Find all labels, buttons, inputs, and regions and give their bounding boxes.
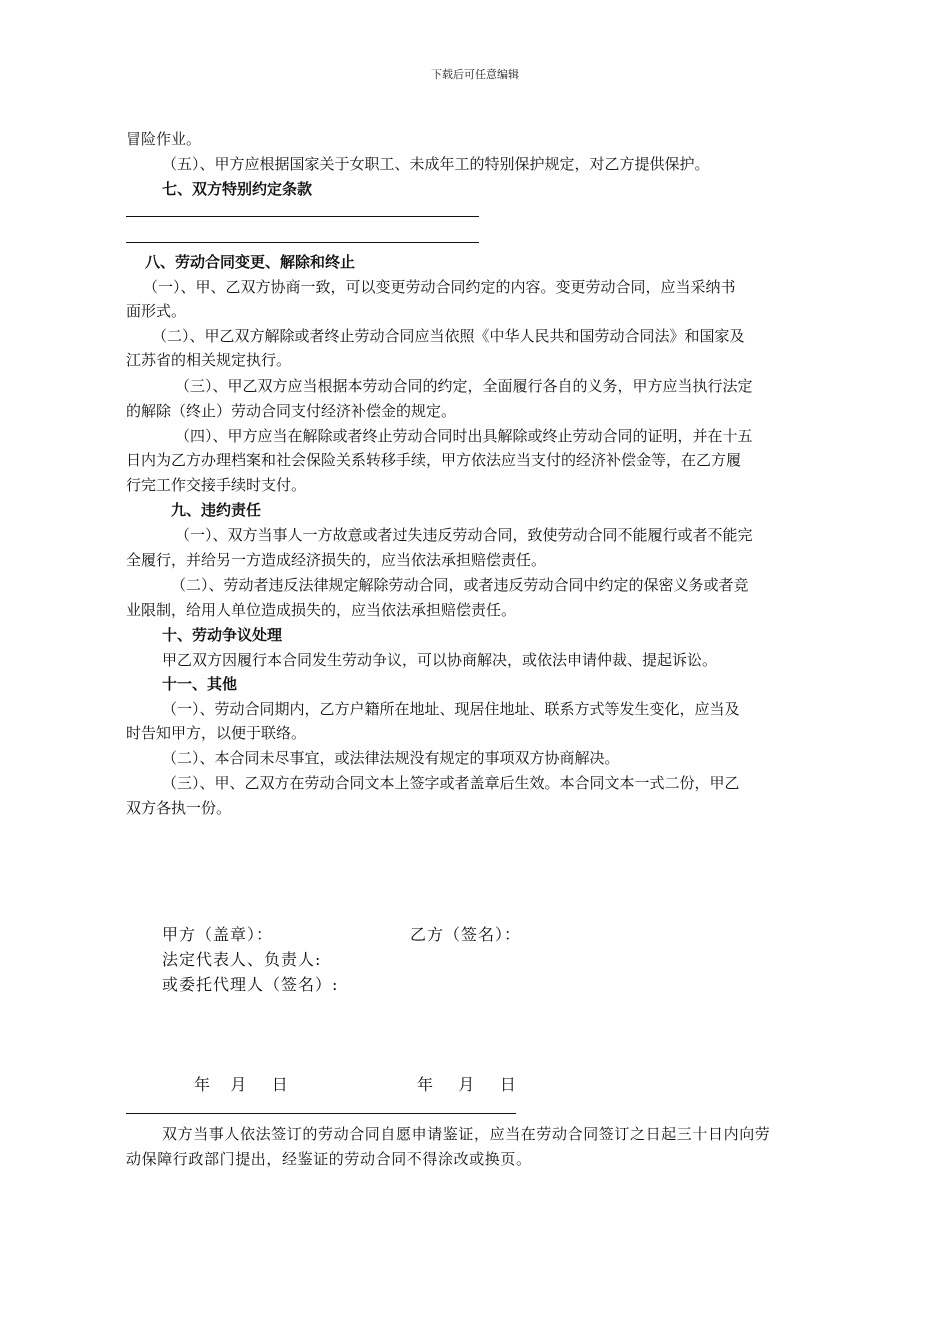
paragraph-line: 面形式。 [126,302,187,320]
blank-line [126,242,479,243]
section-heading-9: 九、违约责任 [171,501,262,519]
blank-line [126,216,479,217]
agent-label: 或委托代理人（签名）: [162,975,339,994]
section-heading-10: 十、劳动争议处理 [162,626,283,644]
paragraph-line: （二）、甲乙双方解除或者终止劳动合同应当依照《中华人民共和国劳动合同法》和国家及 [152,327,745,345]
paragraph-line: （二）、劳动者违反法律规定解除劳动合同，或者违反劳动合同中约定的保密义务或者竞 [171,576,749,594]
paragraph-line: 时告知甲方，以便于联络。 [126,724,307,742]
paragraph-line: 江苏省的相关规定执行。 [126,351,292,369]
paragraph-line: （三）、甲乙双方应当根据本劳动合同的约定，全面履行各自的义务，甲方应当执行法定 [175,377,753,395]
paragraph-line: （一）、双方当事人一方故意或者过失违反劳动合同，致使劳动合同不能履行或者不能完 [175,526,753,544]
section-heading-8: 八、劳动合同变更、解除和终止 [145,253,356,271]
footnote-separator [126,1113,516,1114]
paragraph-line: （三）、甲、乙双方在劳动合同文本上签字或者盖章后生效。本合同文本一式二份，甲乙 [162,774,740,792]
paragraph-line: （一）、甲、乙双方协商一致，可以变更劳动合同约定的内容。变更劳动合同，应当采纳书 [143,278,736,296]
paragraph-line: 全履行，并给另一方造成经济损失的，应当依法承担赔偿责任。 [126,551,547,569]
paragraph-line: （二）、本合同未尽事宜，或法律法规没有规定的事项双方协商解决。 [162,749,620,767]
paragraph-line: （五）、甲方应根据国家关于女职工、未成年工的特别保护规定，对乙方提供保护。 [162,155,710,173]
date-party-a: 年 月 日 [194,1075,288,1094]
page-header: 下载后可任意编辑 [431,68,519,81]
paragraph-line: 双方各执一份。 [126,799,232,817]
section-heading-7: 七、双方特别约定条款 [162,180,313,198]
paragraph-line: 的解除（终止）劳动合同支付经济补偿金的规定。 [126,402,457,420]
date-party-b: 年 月 日 [417,1075,516,1094]
footnote-line: 动保障行政部门提出，经鉴证的劳动合同不得涂改或换页。 [126,1150,532,1168]
paragraph-line: 日内为乙方办理档案和社会保险关系转移手续，甲方依法应当支付的经济补偿金等，在乙方履 [126,451,742,469]
paragraph-line: 行完工作交接手续时支付。 [126,476,307,494]
section-heading-11: 十一、其他 [162,675,238,693]
legal-representative-label: 法定代表人、负责人: [162,950,322,969]
paragraph-line: （一）、劳动合同期内，乙方户籍所在地址、现居住地址、联系方式等发生变化，应当及 [162,700,740,718]
party-b-label: 乙方（签名）： [410,925,522,944]
party-a-label: 甲方（盖章）： [162,925,274,944]
paragraph-line: 业限制，给用人单位造成损失的，应当依法承担赔偿责任。 [126,601,517,619]
footnote-line: 双方当事人依法签订的劳动合同自愿申请鉴证，应当在劳动合同签订之日起三十日内向劳 [162,1125,771,1143]
paragraph-line: 甲乙双方因履行本合同发生劳动争议，可以协商解决，或依法申请仲裁、提起诉讼。 [162,651,718,669]
paragraph-line: （四）、甲方应当在解除或者终止劳动合同时出具解除或终止劳动合同的证明，并在十五 [175,427,753,445]
paragraph-line: 冒险作业。 [126,130,202,148]
